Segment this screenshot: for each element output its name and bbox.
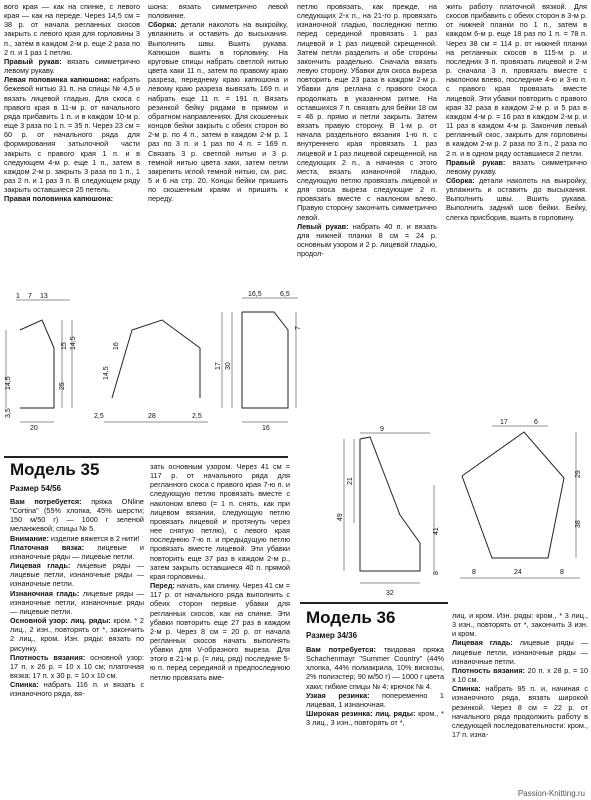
paragraph-heading: Широкая резинка: лиц. ряды:: [306, 709, 416, 719]
paragraph: [10, 497, 144, 534]
paragraph-text: кром., * 3 лиц., 3 изн., повторять от *,: [306, 709, 444, 728]
paragraph-text: петлю провязать, как прежде, на следующих 2-х п., на 21-го р. провязать изнаночной гладью, последнюю петлю перед серединой провязать 1 раз лицевой и 1 раз лицевой скрещенной. Затем петли разделить и обе стороны закончить раздельно. Сначала вязать левую сторону. Убавки для скоса выреза повторить еще 23 раза в каждом 2-м р. Убавки для реглана с правого скоса продолжать в указанном ритме. На оставшихся 7 п. связать для бейки 18 см = 46 р. прямо и петли закрыть. Затем вязать правую сторону. В 1-м р. от начала раздельного вязания 1-ю п. с внутреннего края провязать 1 раз лицевой и 1 раз лицевой скрещенной, на следующих 2 п., а начиная с этого места, вязать изнаночной гладью, следующую петлю провязать лицевой и для скоса выреза следующие 2 п. провязать вместе с наклоном влево. Правую сторону закончить симметрично левой.: [297, 2, 437, 222]
diagram-label: 14,5: [103, 366, 110, 380]
paragraph-heading: Сборка:: [148, 20, 177, 30]
paragraph-text: набрать бежевой нитью 31 п. на спицы № 4,5 и вязать лицевой гладью. Для скоса с правого края в 11-м р. от начального ряда прибавить 1 п. и в каждом 10-м р. еще 3 раза по 1 п. = 35 п. Через 23 см = 60 р. от начального ряда для формирования затылочной части закрыть с правого края 1 п. и в следующем 4-м р. еще 1 п., затем в каждом 2-м р. закрыть 3 раза по 1 п., 1 раз 2 п. и 1 раз 3 п. В следующем ряду закрыть оставшиеся 25 петель.: [4, 75, 140, 195]
paragraph-text: лицевые ряды — изнаночные петли, изнаночные ряды — лицевые петли.: [10, 588, 145, 616]
diagram-label: 6: [534, 419, 538, 426]
paragraph: [446, 176, 587, 222]
paragraph: [10, 653, 144, 680]
diagram-label: 7: [28, 293, 32, 300]
diagram-label: 16: [113, 342, 120, 350]
text-column-3-top: [297, 2, 437, 258]
paragraph-heading: Лицевая гладь:: [452, 638, 513, 648]
diagram-label: 14,5: [70, 336, 77, 350]
paragraph-text: вого края — как на спинке, с левого края — как на переде. Через 14,5 см = 38 р. от начала регланных скосов закрыть с левого края для горловины 3 п., затем в каждом 2-м р. еще 2 раза по 2 п. и 1 раз 1 петлю.: [4, 2, 140, 57]
model-35-title: Модель 35: [10, 460, 100, 479]
diagram-label: 8: [560, 569, 564, 576]
pattern-diagram-back: [330, 425, 450, 600]
paragraph: [452, 638, 588, 665]
paragraph-text: кром. * 2 лиц., 2 изн., повторять от *, закончить 2 лиц., кром. Изн. ряды: вязать по рисунку.: [10, 616, 144, 653]
paragraph-heading: Узкая резинка:: [306, 690, 370, 700]
diagram-label: 8: [472, 569, 476, 576]
diagram-label: 21: [347, 477, 354, 485]
paragraph: [297, 2, 437, 222]
diagram-label: 49: [337, 513, 344, 521]
paragraph-heading: Плотность вязания:: [452, 665, 526, 675]
paragraph: [4, 75, 140, 194]
diagram-label: 9: [380, 426, 384, 433]
paragraph-text: попеременно 1 лицевая, 1 изнаночная.: [306, 690, 444, 709]
watermark-text: Passion-Knitting.ru: [517, 789, 585, 798]
paragraph-text: лицевые ряды — лицевые петли, изнаночные ряды — изнаночные петли.: [10, 561, 145, 589]
paragraph: [306, 709, 444, 727]
model-36-title: Модель 36: [306, 608, 396, 627]
diagram-label: 28: [148, 413, 156, 420]
section-rule: [4, 456, 288, 458]
paragraph-heading: Сборка:: [446, 175, 475, 185]
diagram-label: 29: [575, 470, 582, 478]
paragraph-text: изделие вяжется в 2 нити!: [48, 533, 140, 543]
pattern-diagram-collar: [212, 290, 302, 430]
diagram-label: 2,5: [94, 413, 104, 420]
paragraph-text: шона: вязать симметрично левой половинке.: [148, 2, 288, 21]
paragraph-heading: Перед:: [150, 581, 175, 591]
paragraph-text: зать основным узором. Через 41 см = 117 р. от начального ряда для регланного скоса с правого края 7-ю п. и следующую петлю провязать вместе с наклоном влево (= 1 п. снять, как при лицевом вязании, следующую петлю провязать лицевой и протянуть через нее снятую петлю), с левого края последнюю 7-ю п. и предыдущую петлю провязать вместе лицевой. Эти убавки повторить еще 37 раз в каждом 2-м р., затем закрыть оставшиеся 40 п. прямой края горловины.: [150, 462, 290, 581]
diagram-label: 17: [500, 419, 508, 426]
diagram-label: 2,5: [192, 413, 202, 420]
diagram-label: 16: [262, 425, 270, 430]
paragraph: [150, 462, 290, 581]
paragraph-heading: Левая половинка капюшона:: [4, 75, 110, 85]
paragraph: [452, 611, 588, 638]
diagram-label: 13: [40, 293, 48, 300]
model-35-size: Размер 54/56: [10, 484, 62, 493]
paragraph: [446, 2, 587, 158]
model-36-size: Размер 34/36: [306, 631, 358, 640]
paragraph-text: твидовая пряжа Schachenmayr "Summer Country" (44% хлопка, 44% полиакрила, 10% вискозы, 2% полиэстер; 90 м/50 г) — 1000 г цвета хаки; гибкие спицы № 4; крючок № 4.: [306, 645, 444, 691]
diagram-label: 1: [16, 293, 20, 300]
paragraph-text: набрать 95 п. и, начиная с изнаночного ряда, вязать широкой резинкой. Через 8 см = 22 р. от начального ряда продолжить работу в следующей последовательности: кром., 17 п. изна-: [452, 684, 588, 740]
paragraph-text: лицевые и изнаночные ряды — лицевые петли.: [10, 542, 144, 561]
paragraph: [4, 2, 140, 57]
diagram-label: 30: [225, 362, 232, 370]
diagram-label: 17: [215, 362, 222, 370]
paragraph: [10, 534, 144, 543]
paragraph-heading: Вам потребуется:: [306, 645, 376, 654]
paragraph: [10, 680, 144, 698]
paragraph: [10, 561, 144, 588]
paragraph-heading: Спинка:: [10, 680, 39, 690]
paragraph-heading: Левый рукав:: [297, 221, 349, 231]
paragraph-heading: Платочная вязка:: [10, 542, 85, 552]
pattern-diagram-sleeve: [452, 418, 588, 598]
paragraph: [446, 158, 587, 176]
paragraph: [306, 645, 444, 691]
paragraph: [452, 684, 588, 739]
diagram-label: 32: [386, 590, 394, 597]
diagram-label: 7: [295, 326, 302, 330]
paragraph-heading: Основной узор: лиц. ряды:: [10, 616, 111, 626]
model-36-column-1: [306, 645, 444, 727]
paragraph: [4, 57, 140, 75]
diagram-label: 15: [61, 342, 68, 350]
paragraph-text: лиц. и кром. Изн. ряды: кром., * 3 лиц., 3 изн., повторять от *, закончить 3 изн. и кром.: [452, 611, 588, 639]
paragraph-heading: Вам потребуется:: [10, 497, 82, 506]
model-35-column-1: [10, 497, 144, 698]
section-rule: [300, 602, 448, 604]
diagram-label: 14,5: [5, 376, 12, 390]
pattern-diagram-hood: [2, 290, 86, 430]
paragraph-heading: Лицевая гладь:: [10, 561, 71, 571]
text-column-1-top: [4, 2, 140, 203]
paragraph: [4, 194, 140, 203]
diagram-label: 24: [514, 569, 522, 576]
diagram-label: 20: [30, 425, 38, 430]
diagram-label: 38: [575, 520, 582, 528]
diagram-label: 3,5: [5, 408, 12, 418]
paragraph-text: 20 п. х 28 р. = 10 х 10 см.: [452, 665, 589, 685]
paragraph: [297, 222, 437, 259]
paragraph-text: детали наколоть на выкройку, увлажнить и оставить до высыхания. Выполнить швы. Вшить рукава. Выполнить задний шов бейки. Бейку, слегка присборив, вшить в горловину.: [446, 175, 587, 222]
model-36-column-2: [452, 611, 588, 739]
paragraph-heading: Спинка:: [452, 684, 481, 694]
diagram-label: 16,5: [248, 291, 262, 298]
paragraph-text: вязать симметрично левому рукаву.: [446, 157, 587, 176]
paragraph-text: вязать симметрично левому рукаву.: [4, 56, 140, 76]
diagram-label: 8: [433, 571, 440, 575]
text-column-2-top: [148, 2, 288, 203]
diagram-label: 6,5: [280, 291, 290, 298]
paragraph-heading: Внимание:: [10, 533, 49, 543]
paragraph: [306, 691, 444, 709]
paragraph-heading: Правый рукав:: [4, 56, 62, 66]
paragraph-text: основной узор: 17 п. х 26 р. = 10 х 10 см; платочная вязка: 17 п. х 30 р. = 10 х 10 см.: [10, 652, 144, 680]
model-35-column-2: [150, 462, 290, 682]
paragraph: [148, 20, 288, 203]
pattern-diagram-band: [92, 290, 212, 430]
paragraph-text: набрать 40 п. и вязать для нижней планки 8 см = 24 р. основным узором и 2 р. лицевой гладью, продол-: [297, 221, 437, 259]
paragraph-text: пряжа ONline "Cortina" (55% хлопка, 45% шерсти; 150 м/50 г) — 1000 г зеленой меланжевой; спицы № 5.: [10, 497, 144, 534]
paragraph-text: лицевые ряды — лицевые петли, изнаночные ряды — изнаночные петли.: [452, 638, 589, 666]
paragraph-heading: Правый рукав:: [446, 157, 506, 167]
diagram-label: 41: [433, 527, 440, 535]
paragraph-heading: Изнаночная гладь:: [10, 588, 80, 598]
paragraph: [150, 581, 290, 682]
paragraph-text: набрать 116 п. и вязать с изнаночного ряда, вя-: [10, 680, 144, 699]
paragraph: [10, 589, 144, 616]
paragraph-text: начать, как спинку. Через 41 см = 117 р. от начального ряда выполнить с обеих сторон первые убавки для регланных скосов, как на спинке. Эти убавки повторить еще 27 раз в каждом 2-м р. Через 8 см = 20 р. от начала регланных скосов начать выполнять убавки для V-образного выреза. Для этого в 21-м р. (= лиц. ряд) последние 5-ю п. перед серединой и предпоследнюю петлю провязать вме-: [150, 581, 290, 682]
paragraph-text: жить работу платочной вязкой. Для скосов прибавить с обеих сторон в 3-м р. от нижней планки по 1 п., затем в каждом 6-м р. еще 18 раз по 1 п. = 78 п. Через 38 см = 114 р. от нижней планки на регланных скосов в 115-м р. и последних 3 п. провязать лицевой и 2-м р. сначала 3 п. провязать вместе с наклоном влево, последние 4-ю и 3-ю п. с правого края провязать вместе лицевой. Эти убавки повторить с правого края 32 раза в каждом 2-м р. и 5 раз в каждом 4-м р. = 16 раз в каждом 2-м р. и 11 раз в каждом 4-м р. Закончив левый регланный скос, закрыть для горловины в каждом 2-м р. 2 раза по 3 п., 2 раза по 2 п. и в одном ряду оставшиеся 2 петли.: [446, 2, 587, 158]
paragraph: [10, 616, 144, 653]
paragraph-heading: Правая половинка капюшона:: [4, 194, 114, 204]
paragraph: [10, 543, 144, 561]
paragraph-text: детали наколоть на выкройку, увлажнить и оставить до высыхания. Выполнить швы. Вшить рукава. Капюшон вшить в горловину. На круговые спицы набрать светлой нитью цвета хаки 11 п., затем по правому краю разреза, переднему краю капюшона и левому краю разреза вывязать 169 п. и набрать еще 11 п. = 191 п. Вязать резинкой бейку рядами в прямом и обратном направлениях. Для скошенных концов бейки закрыть с обеих сторон во 2-м р. по 4 п., затем в каждом 2-м р. 1 раз по 3 п. и 1 раз по 4 п. = 169 п. Связать 3 р. светлой нитью и 3 р. темной нитью цвета хаки, затем петли закрепить иглой темной нитью, см. рис. 5 и 6 на стр. 20. Концы бейки пришить по скошенным краям и пришить к переду.: [148, 20, 288, 204]
paragraph: [452, 666, 588, 684]
text-column-4-top: [446, 2, 587, 222]
paragraph-heading: Плотность вязания:: [10, 652, 86, 662]
diagram-label: 25: [59, 382, 66, 390]
paragraph: [148, 2, 288, 20]
